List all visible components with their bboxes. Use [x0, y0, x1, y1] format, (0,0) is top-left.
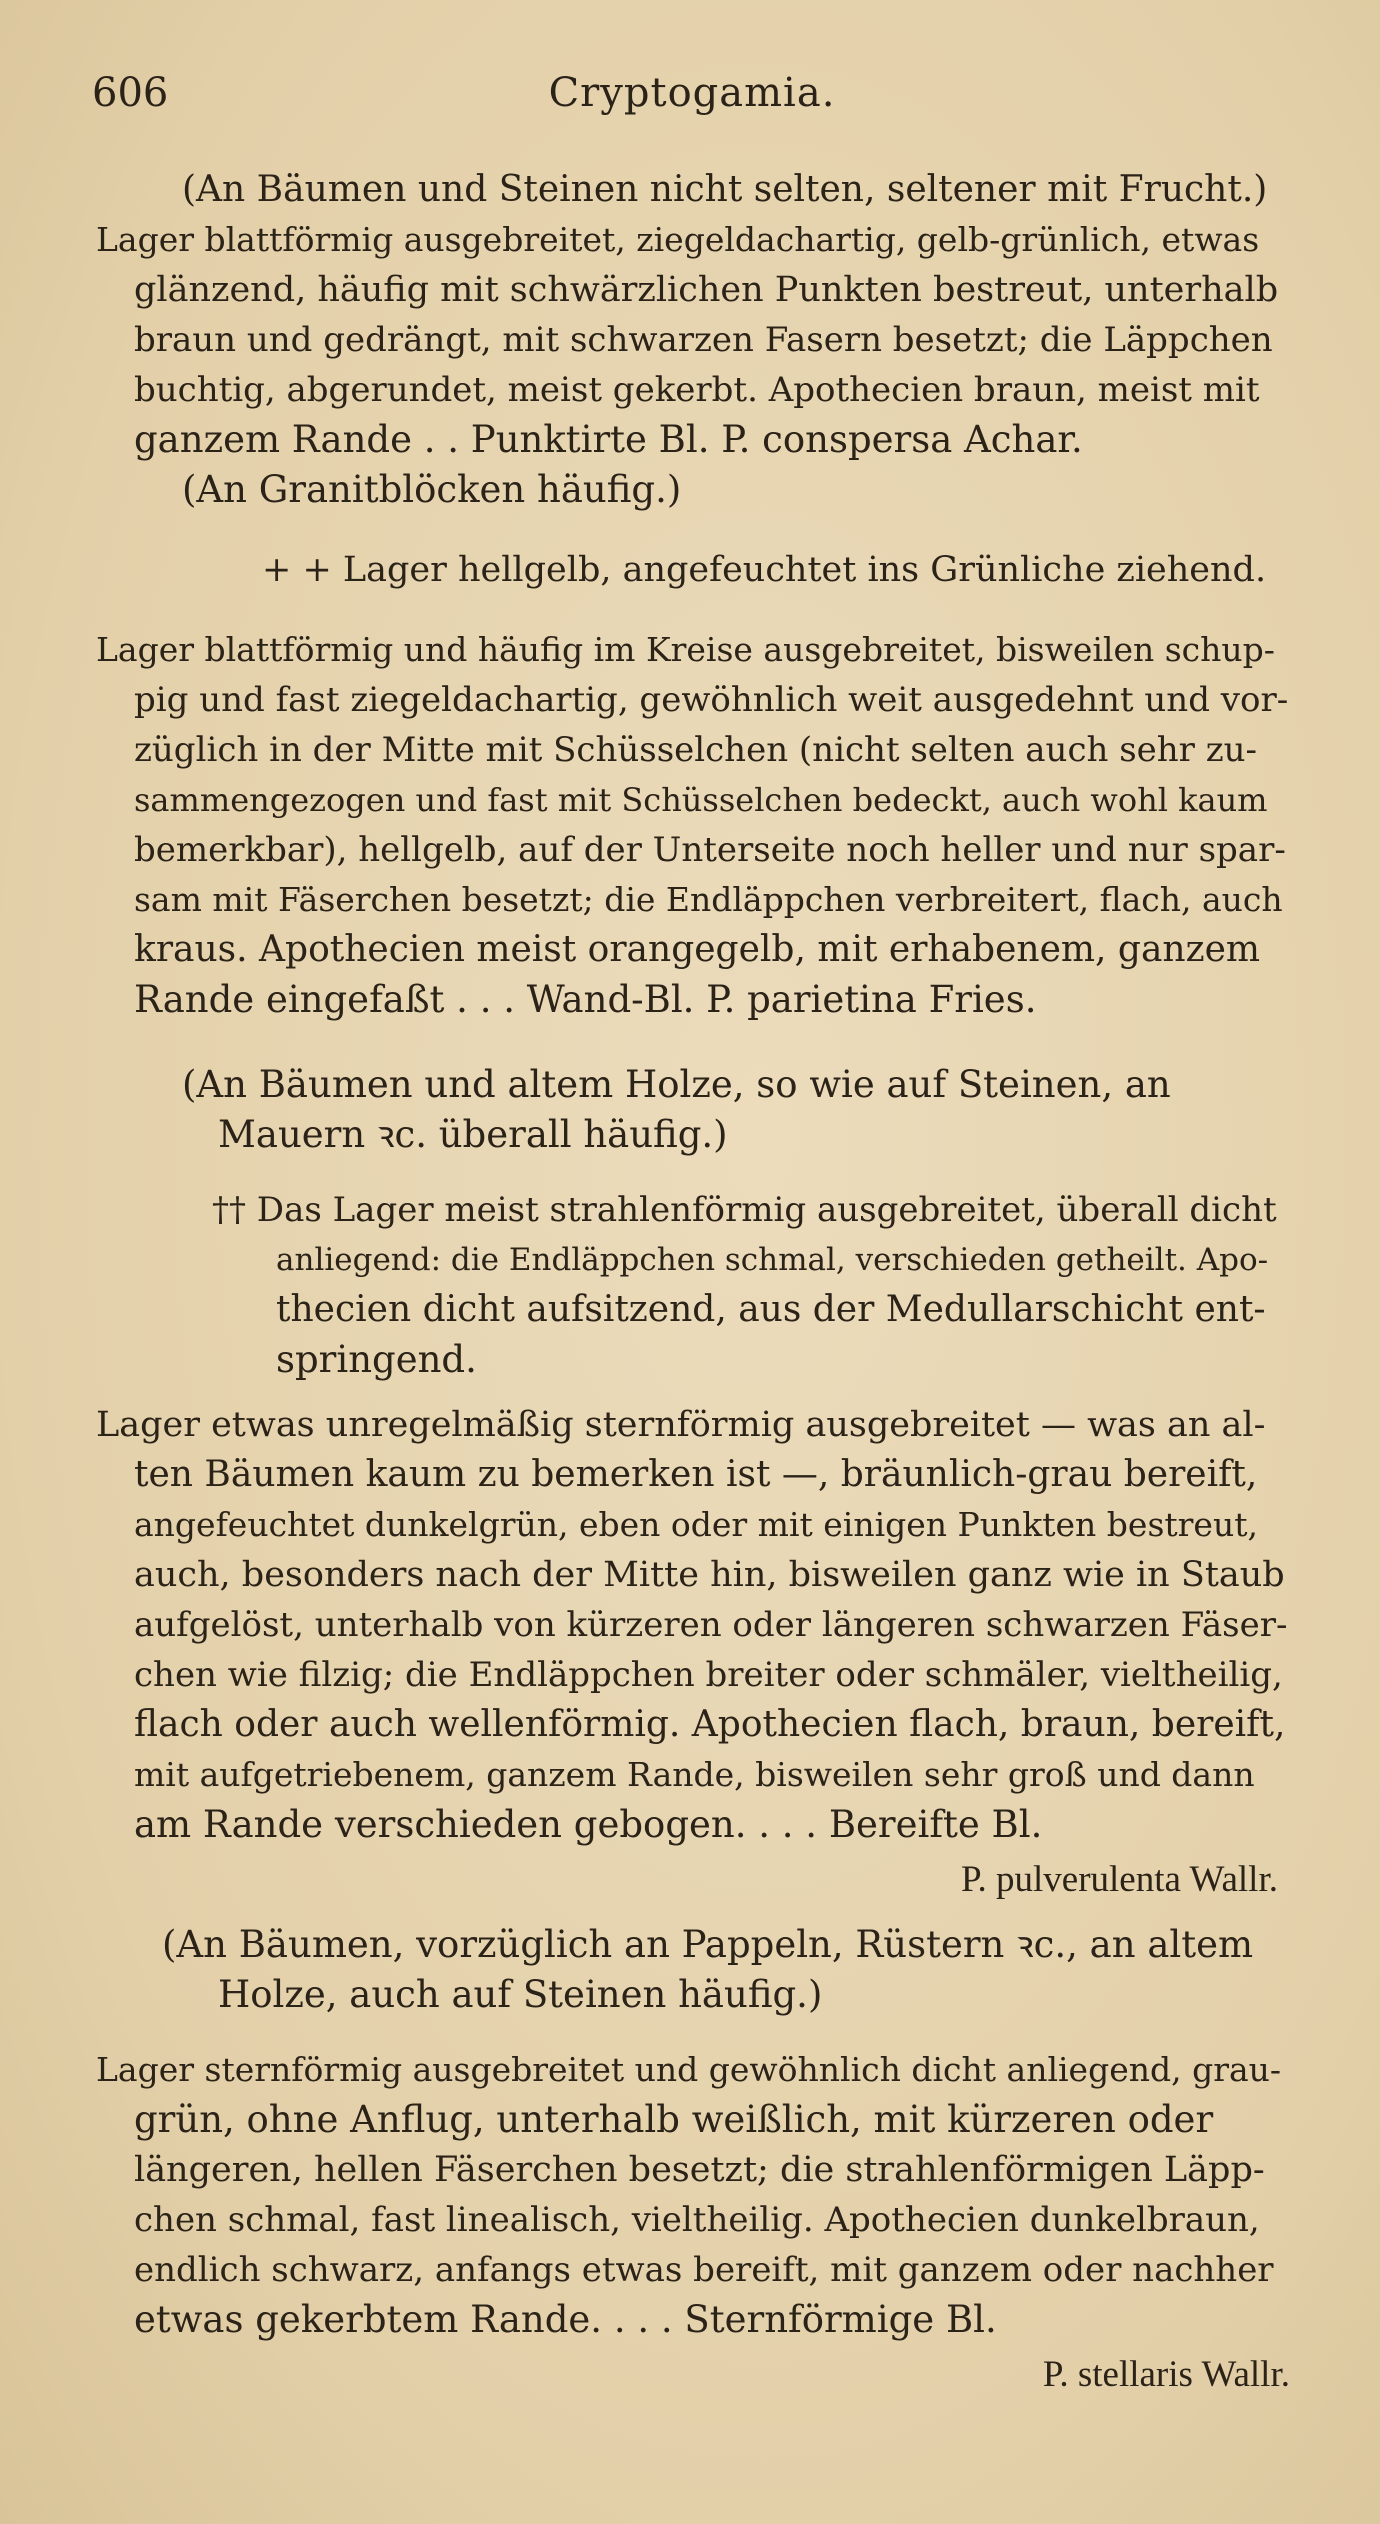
text-line: (An Bäumen und Steinen nicht selten, seltener mit Frucht.) [182, 169, 1268, 210]
text-line: chen schmal, fast linealisch, vieltheilig. Apothecien dunkelbraun, [134, 2200, 1260, 2240]
page-header [92, 70, 1292, 130]
section-heading: + + Lager hellgelb, angefeuchtet ins Grünliche ziehend. [262, 550, 1267, 590]
text-line: züglich in der Mitte mit Schüsselchen (nicht selten auch sehr zu- [134, 730, 1258, 770]
text-line: (An Bäumen, vorzüglich an Pappeln, Rüstern ꝛc., an altem [162, 1923, 1254, 1966]
species-name: P. pulverulenta Wallr. [961, 1859, 1278, 1900]
text-line: mit aufgetriebenem, ganzem Rande, bisweilen sehr groß und dann [134, 1755, 1255, 1794]
text-line: sam mit Fäserchen besetzt; die Endläppchen verbreitert, flach, auch [134, 880, 1283, 919]
text-line: aufgelöst, unterhalb von kürzeren oder längeren schwarzen Fäser- [134, 1605, 1288, 1645]
text-line: ten Bäumen kaum zu bemerken ist —, bräunlich-grau bereift, [134, 1454, 1258, 1495]
section-heading: †† Das Lager meist strahlenförmig ausgebreitet, überall dicht [212, 1190, 1277, 1230]
species-name: P. stellaris Wallr. [1042, 2354, 1290, 2395]
text-line: auch, besonders nach der Mitte hin, bisweilen ganz wie in Staub [134, 1555, 1285, 1595]
text-line: pig und fast ziegeldachartig, gewöhnlich weit ausgedehnt und vor- [134, 680, 1289, 720]
text-line: (An Granitblöcken häufig.) [182, 468, 682, 511]
text-line: endlich schwarz, anfangs etwas bereift, mit ganzem oder nachher [134, 2250, 1274, 2290]
text-line: flach oder auch wellenförmig. Apothecien flach, braun, bereift, [134, 1704, 1286, 1745]
text-line: sammengezogen und fast mit Schüsselchen bedeckt, auch wohl kaum [134, 781, 1268, 819]
text-line: braun und gedrängt, mit schwarzen Fasern besetzt; die Läppchen [134, 320, 1273, 360]
text-line: buchtig, abgerundet, meist gekerbt. Apothecien braun, meist mit [134, 370, 1260, 410]
section-heading-line: thecien dicht aufsitzend, aus der Medullarschicht ent- [276, 1289, 1266, 1330]
running-title: Cryptogamia. [548, 70, 836, 116]
text-line: längeren, hellen Fäserchen besetzt; die strahlenförmigen Läpp- [134, 2150, 1265, 2190]
text-line: am Rande verschieden gebogen. . . . Bereifte Bl. [134, 1803, 1043, 1846]
text-line: Rande eingefaßt . . . Wand-Bl. P. parietina Fries. [134, 978, 1037, 1021]
text-line: kraus. Apothecien meist orangegelb, mit erhabenem, ganzem [134, 929, 1261, 970]
text-line: Lager blattförmig ausgebreitet, ziegeldachartig, gelb-grünlich, etwas [96, 220, 1260, 259]
text-line: glänzend, häufig mit schwärzlichen Punkten bestreut, unterhalb [134, 270, 1279, 310]
text-line: Holze, auch auf Steinen häufig.) [218, 1973, 823, 2016]
text-line: Lager blattförmig und häufig im Kreise ausgebreitet, bisweilen schup- [96, 630, 1275, 669]
text-line: Lager sternförmig ausgebreitet und gewöhnlich dicht anliegend, grau- [96, 2050, 1282, 2089]
page-number: 606 [92, 70, 169, 116]
text-line: chen wie filzig; die Endläppchen breiter oder schmäler, vieltheilig, [134, 1655, 1283, 1695]
text-line: ganzem Rande . . Punktirte Bl. P. conspersa Achar. [134, 418, 1083, 461]
section-heading-line: springend. [276, 1338, 477, 1381]
text-line: (An Bäumen und altem Holze, so wie auf Steinen, an [182, 1063, 1171, 1106]
section-heading-line: anliegend: die Endläppchen schmal, verschieden getheilt. Apo- [276, 1242, 1269, 1278]
text-line: Mauern ꝛc. überall häufig.) [218, 1113, 728, 1156]
text-line: Lager etwas unregelmäßig sternförmig ausgebreitet — was an al- [96, 1405, 1266, 1445]
text-line: grün, ohne Anflug, unterhalb weißlich, mit kürzeren oder [134, 2098, 1214, 2141]
text-line: bemerkbar), hellgelb, auf der Unterseite noch heller und nur spar- [134, 830, 1286, 870]
text-line: etwas gekerbtem Rande. . . . Sternförmige Bl. [134, 2298, 997, 2341]
text-line: angefeuchtet dunkelgrün, eben oder mit einigen Punkten bestreut, [134, 1505, 1258, 1544]
